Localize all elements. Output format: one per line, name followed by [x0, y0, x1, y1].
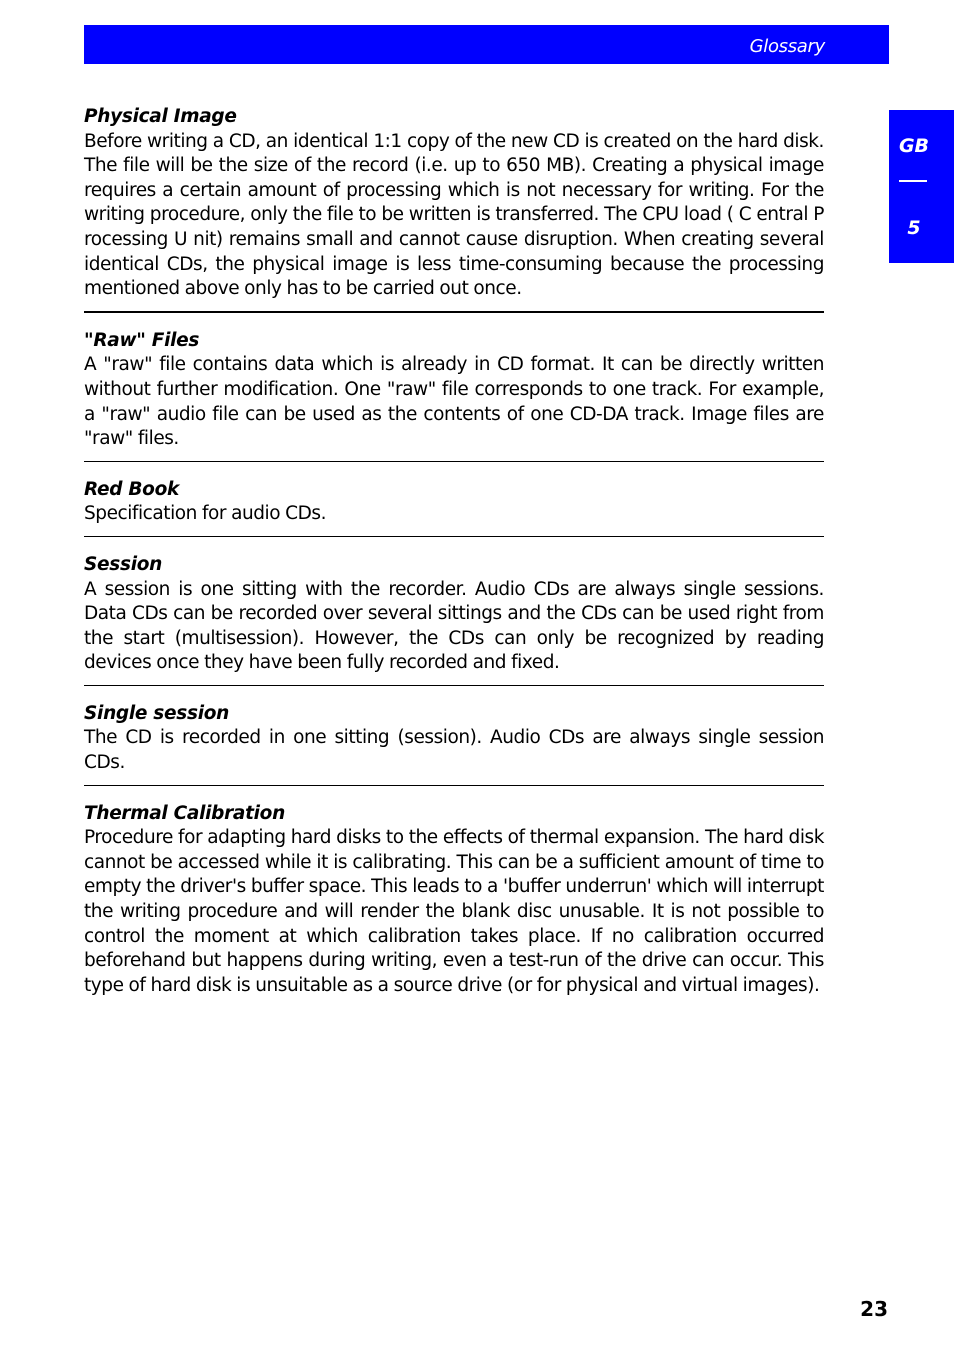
glossary-entry-session [84, 553, 824, 686]
glossary-entry-raw-files [84, 329, 824, 462]
tab-divider [899, 180, 927, 182]
glossary-entry-physical-image [84, 105, 824, 313]
glossary-definition: A session is one sitting with the recorder. Audio CDs are always single sessions. Data CDs can be recorded over several sittings and the CDs can be used right from the start (multisession). However, the CDs can only be recognized by reading devices once they have been fully recorded and fixed. [84, 578, 824, 674]
page-number: 23 [860, 1297, 888, 1321]
glossary-term: Red Book [84, 478, 179, 500]
glossary-term: Physical Image [84, 106, 237, 127]
glossary-definition: A "raw" file contains data which is already in CD format. It can be directly written without further modification. One "raw" file corresponds to one track. For example, a "raw" audio file can be used as the contents of one CD-DA track. Image files are "raw" files. [84, 354, 824, 450]
glossary-definition: Specification for audio CDs. [84, 503, 327, 525]
chapter-tab [889, 110, 954, 263]
glossary-entry-thermal-calibration [84, 802, 824, 1008]
glossary-definition: Before writing a CD, an identical 1:1 copy of the new CD is created on the hard disk. The file will be the size of the record (i.e. up to 650 MB). Creating a physical image requires a certain amount of processing which is not necessary for writing. For the writing procedure, only the file to be written is transferred. The CPU load ( C entral P rocessing U nit) remains small and cannot cause disruption. When creating several identical CDs, the physical image is less time-consuming because the processing mentioned above only has to be carried out once. [84, 130, 824, 300]
glossary-definition: The CD is recorded in one sitting (session). Audio CDs are always single session CDs. [84, 727, 824, 774]
glossary-definition: Procedure for adapting hard disks to the effects of thermal expansion. The hard disk cannot be accessed while it is calibrating. This can be a sufficient amount of time to empty the driver's buffer space. This leads to a 'buffer underrun' which will interrupt the writing procedure and will render the blank disc unusable. It is not possible to control the moment at which calibration takes place. If no calibration occurred beforehand but happens during writing, even a test-run of the drive can occur. This type of hard disk is unsuitable as a source drive (or for physical and virtual images). [84, 827, 824, 996]
section-title: Glossary [749, 36, 825, 57]
header-bar [84, 25, 889, 64]
glossary-term: Thermal Calibration [84, 802, 285, 824]
glossary-content [84, 105, 824, 1007]
glossary-entry-red-book [84, 478, 824, 537]
glossary-term: "Raw" Files [84, 329, 200, 351]
glossary-entry-single-session [84, 702, 824, 786]
language-label: GB [898, 135, 930, 157]
chapter-number: 5 [907, 217, 921, 239]
glossary-term: Session [84, 553, 163, 575]
glossary-term: Single session [84, 702, 230, 724]
